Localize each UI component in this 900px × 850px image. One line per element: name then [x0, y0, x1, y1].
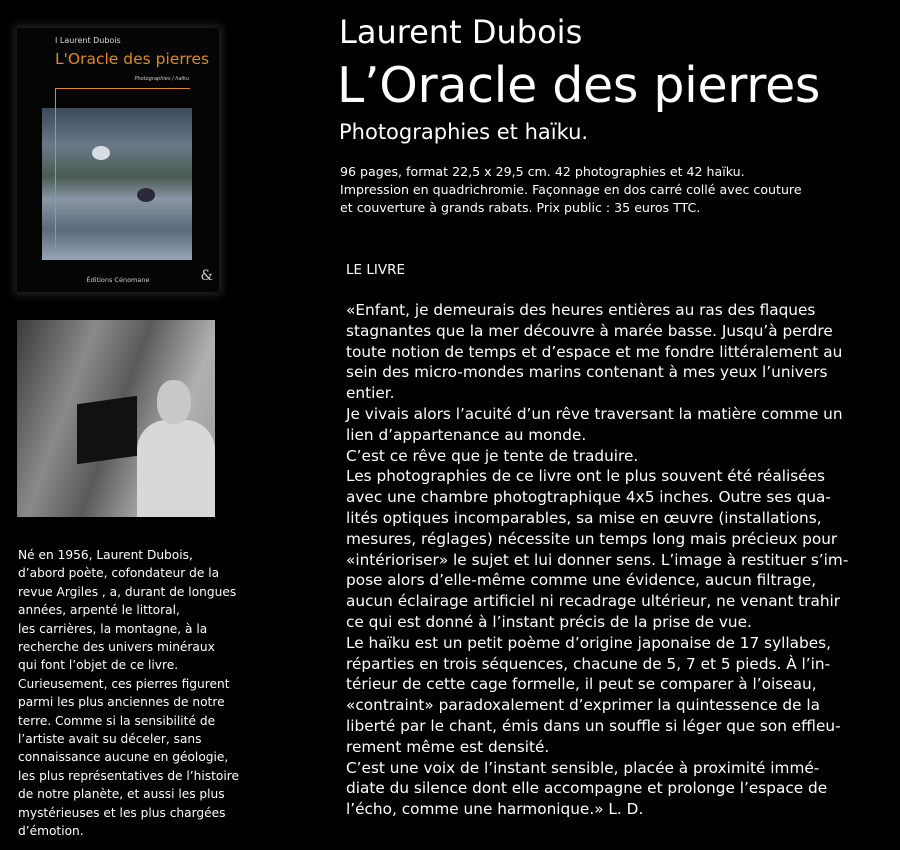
cover-title: L'Oracle des pierres — [55, 50, 210, 68]
description-line: mesures, réglages) nécessite un temps long mais précieux pour — [346, 529, 838, 548]
description-line: Les photographies de ce livre ont le plus souvent été réalisées — [346, 467, 825, 486]
bio-line: qui font l’objet de ce livre. — [18, 658, 179, 673]
bio-line: les plus représentatives de l’histoire — [18, 768, 240, 783]
description-line: diate du silence dont elle accompagne et prolonge l’espace de — [346, 779, 828, 798]
bio-line: recherche des univers minéraux — [18, 640, 215, 655]
bio-line: Né en 1956, Laurent Dubois, — [18, 548, 193, 562]
description-line: liberté par le chant, émis dans un souffle si léger que son effleu- — [346, 716, 841, 735]
description-line: «intérioriser» le sujet et lui donner sens. L’image à restituer s’im- — [346, 550, 849, 569]
description-line: entier. — [346, 384, 395, 403]
bio-line: années, arpenté le littoral, — [18, 603, 180, 618]
book-title: L’Oracle des pierres — [337, 57, 821, 114]
description-line: stagnantes que la mer découvre à marée basse. Jusqu’à perdre — [346, 321, 833, 340]
section-title: LE LIVRE — [346, 262, 405, 278]
cover-rule — [55, 88, 56, 248]
description-line: térieur de cette cage formelle, il peut se comparer à l’oiseau, — [346, 675, 817, 694]
spec-line: Impression en quadrichromie. Façonnage en dos carré collé avec couture — [340, 182, 802, 197]
description-line: Le haïku est un petit poème d’origine japonaise de 17 syllabes, — [346, 633, 831, 652]
author-name: Laurent Dubois — [339, 13, 583, 51]
bio-line: d’émotion. — [18, 824, 84, 839]
description-line: C’est ce rêve que je tente de traduire. — [346, 446, 639, 465]
author-photo — [17, 320, 215, 517]
description-line: pose alors d’elle-même comme une évidence, aucun filtrage, — [346, 571, 817, 590]
author-bio — [18, 546, 238, 841]
spec-line: et couverture à grands rabats. Prix public : 35 euros TTC. — [340, 200, 701, 215]
bio-line: de notre planète, et aussi les plus — [18, 787, 225, 802]
spec-line: 96 pages, format 22,5 x 29,5 cm. 42 photographies et 42 haïku. — [340, 164, 745, 179]
description-line: sein des micro-mondes marins contenant à mes yeux l’univers — [346, 363, 828, 382]
cover-pebble — [137, 188, 155, 202]
bio-line: d’abord poète, cofondateur de la — [18, 566, 220, 581]
book-description — [346, 300, 848, 820]
description-line: rement même est densité. — [346, 737, 550, 756]
bio-line: l’artiste avait su déceler, sans — [18, 732, 202, 747]
description-line: avec une chambre photogtraphique 4x5 inches. Outre ses qua- — [346, 488, 831, 507]
bio-line: mystérieuses et les plus chargées — [18, 805, 226, 820]
cover-rule — [55, 88, 190, 89]
bio-line: terre. Comme si la sensibilité de — [18, 713, 216, 728]
cover-stone-photo — [42, 108, 192, 260]
description-line: ce qui est donné à l’instant précis de la prise de vue. — [346, 612, 752, 631]
bio-line: les carrières, la montagne, à la — [18, 621, 208, 636]
book-specs — [340, 163, 802, 217]
bio-line: revue Argiles , a, durant de longues — [18, 584, 237, 599]
description-line: l’écho, comme une harmonique.» L. D. — [346, 800, 644, 819]
bio-line: parmi les plus anciennes de notre — [18, 695, 225, 710]
bio-line: Curieusement, ces pierres figurent — [18, 676, 230, 691]
description-line: aucun éclairage artificiel ni recadrage ultérieur, ne venant trahir — [346, 592, 841, 611]
person-head-shape — [157, 380, 191, 424]
cover-publisher: Éditions Cénomane — [86, 276, 150, 284]
cover-subtitle: Photographies / haïku — [134, 76, 189, 82]
description-line: Je vivais alors l’acuité d’un rêve traversant la matière comme un — [346, 404, 843, 423]
person-shape — [137, 420, 215, 517]
publisher-logo: & — [200, 268, 213, 284]
description-line: toute notion de temps et d’espace et me fondre littéralement au — [346, 342, 843, 361]
cover-pebble — [92, 146, 110, 160]
description-line: lités optiques incomparables, sa mise en œuvre (installations, — [346, 508, 822, 527]
camera-shape — [77, 396, 137, 464]
description-line: réparties en trois séquences, chacune de 5, 7 et 5 pieds. À l’in- — [346, 654, 831, 673]
description-line: «Enfant, je demeurais des heures entières au ras des flaques — [346, 301, 816, 319]
book-cover-image — [17, 28, 219, 292]
description-line: C’est une voix de l’instant sensible, placée à proximité immé- — [346, 758, 820, 777]
book-subtitle: Photographies et haïku. — [339, 120, 589, 144]
cover-author: I Laurent Dubois — [55, 36, 121, 45]
description-line: lien d’appartenance au monde. — [346, 425, 587, 444]
description-line: «contraint» paradoxalement d’exprimer la quintessence de la — [346, 696, 821, 715]
bio-line: connaissance aucune en géologie, — [18, 750, 229, 765]
